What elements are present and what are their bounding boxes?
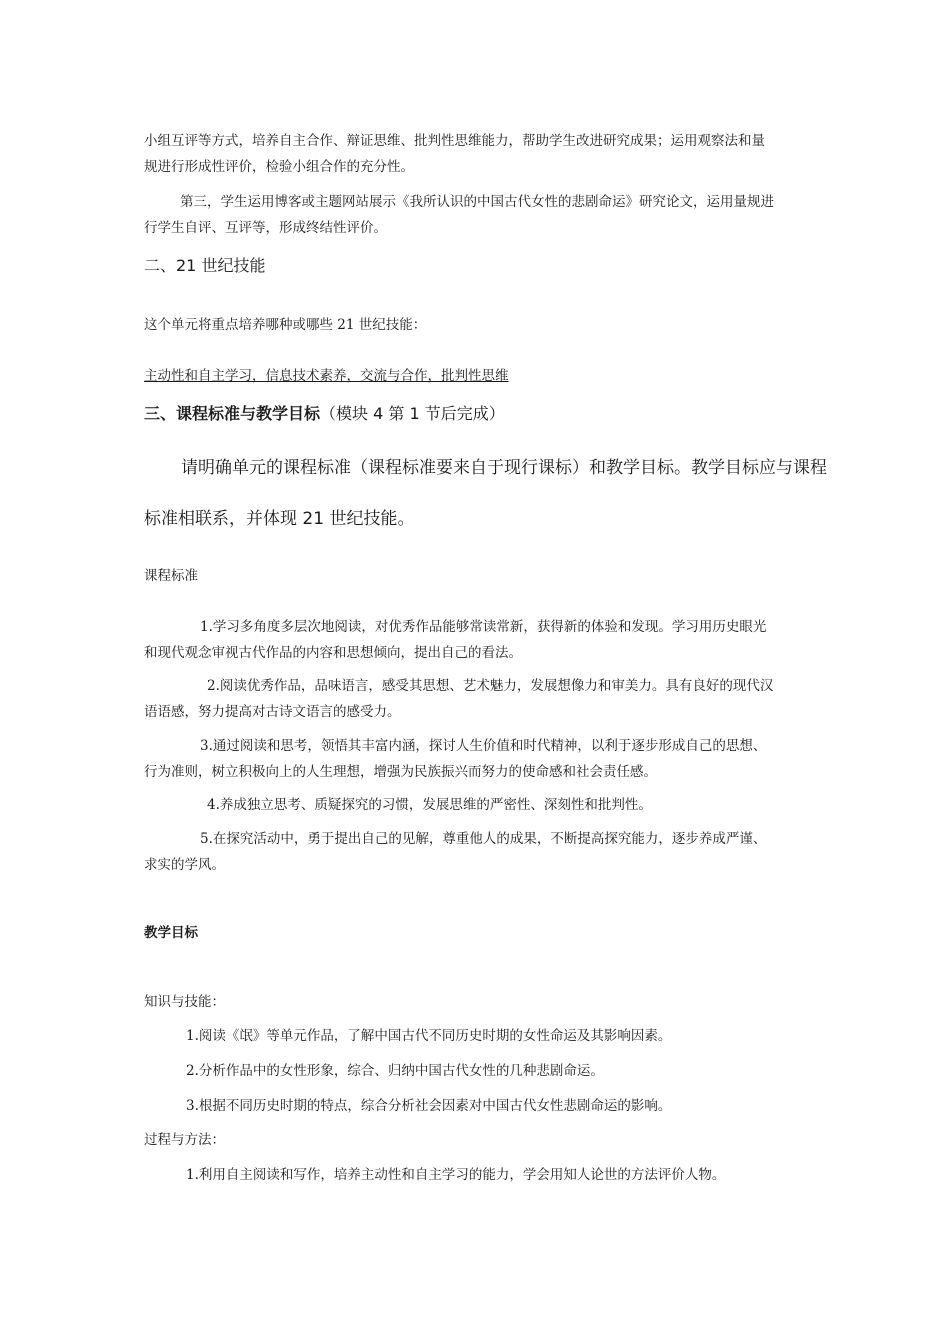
- paragraph-line: 规进行形成性评价，检验小组合作的充分性。: [144, 159, 414, 175]
- curriculum-item-line: 语语感，努力提高对古诗文语言的感受力。: [144, 704, 401, 720]
- section-heading-21st-century-skills: 二、21 世纪技能: [144, 256, 266, 275]
- paragraph-line: 第三，学生运用博客或主题网站展示《我所认识的中国古代女性的悲剧命运》研究论文，运用量规进: [180, 194, 774, 210]
- curriculum-item-line: 1.学习多角度多层次地阅读，对优秀作品能够常读常新，获得新的体验和发现。学习用历史眼光: [200, 619, 767, 635]
- instruction-line: 标准相联系，并体现 21 世纪技能。: [144, 509, 415, 529]
- process-title: 过程与方法：: [144, 1132, 225, 1148]
- knowledge-item: 1.阅读《氓》等单元作品，了解中国古代不同历史时期的女性命运及其影响因素。: [186, 1028, 672, 1044]
- paragraph-line: 小组互评等方式，培养自主合作、辩证思维、批判性思维能力，帮助学生改进研究成果；运用观察法和量: [144, 133, 765, 149]
- curriculum-item-line: 和现代观念审视古代作品的内容和思想倾向，提出自己的看法。: [144, 645, 522, 661]
- curriculum-item-line: 3.通过阅读和思考，领悟其丰富内涵，探讨人生价值和时代精神，以利于逐步形成自己的思想、: [200, 738, 767, 754]
- knowledge-title: 知识与技能：: [144, 994, 225, 1010]
- skills-answer: 主动性和自主学习，信息技术素养，交流与合作，批判性思维: [144, 368, 509, 384]
- curriculum-item-line: 行为准则，树立积极向上的人生理想，增强为民族振兴而努力的使命感和社会责任感。: [144, 764, 657, 780]
- paragraph-line: 行学生自评、互评等，形成终结性评价。: [144, 220, 387, 236]
- curriculum-item-line: 4.养成独立思考、质疑探究的习惯，发展思维的严密性、深刻性和批判性。: [207, 797, 652, 813]
- skills-question: 这个单元将重点培养哪种或哪些 21 世纪技能：: [144, 317, 427, 333]
- section-heading-standards-objectives: [144, 401, 809, 427]
- knowledge-item: 2.分析作品中的女性形象，综合、归纳中国古代女性的几种悲剧命运。: [186, 1063, 604, 1079]
- knowledge-item: 3.根据不同历史时期的特点，综合分析社会因素对中国古代女性悲剧命运的影响。: [186, 1098, 672, 1114]
- heading-note: （模块 4 第 1 节后完成）: [320, 404, 505, 423]
- process-item: 1.利用自主阅读和写作，培养主动性和自主学习的能力，学会用知人论世的方法评价人物。: [186, 1167, 726, 1183]
- objectives-title: 教学目标: [144, 925, 198, 941]
- heading-bold-text: 三、课程标准与教学目标: [144, 404, 321, 423]
- curriculum-item-line: 5.在探究活动中，勇于提出自己的见解，尊重他人的成果，不断提高探究能力，逐步养成严谨、: [200, 831, 767, 847]
- curriculum-title: 课程标准: [144, 568, 198, 584]
- curriculum-item-line: 求实的学风。: [144, 857, 225, 873]
- instruction-line: 请明确单元的课程标准（课程标准要来自于现行课标）和教学目标。教学目标应与课程: [181, 458, 827, 478]
- curriculum-item-line: 2.阅读优秀作品，品味语言，感受其思想、艺术魅力，发展想像力和审美力。具有良好的现代汉: [207, 678, 774, 694]
